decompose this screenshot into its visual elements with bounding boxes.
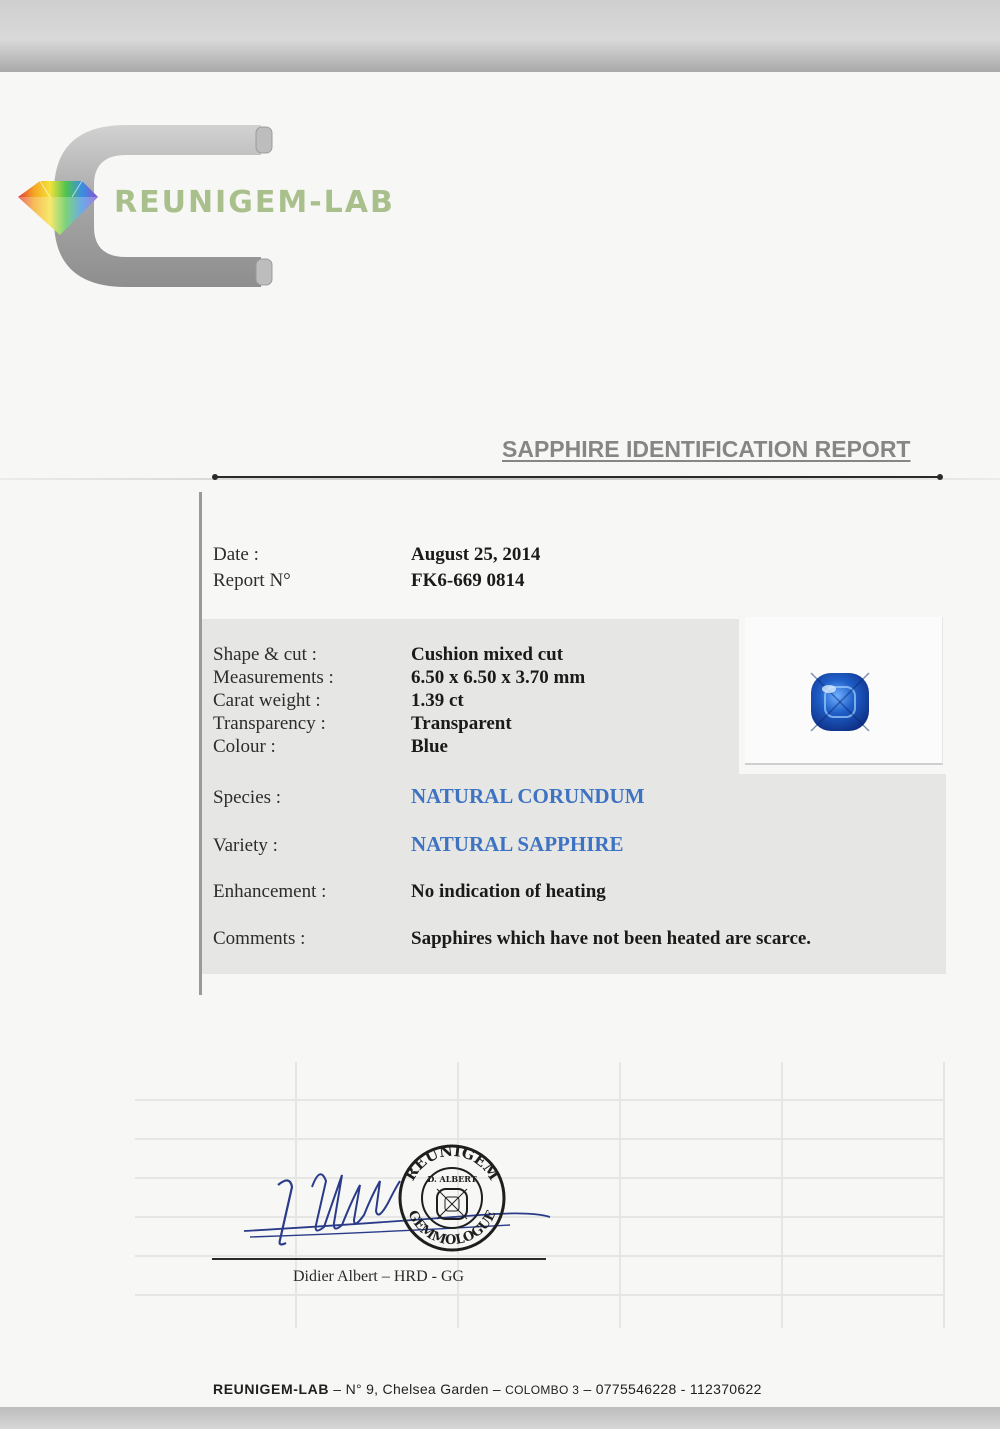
carat-value: 1.39 ct <box>411 690 464 711</box>
colour-label: Colour : <box>213 736 276 757</box>
carat-label: Carat weight : <box>213 690 321 711</box>
species-label: Species : <box>213 787 282 808</box>
gem-photo-frame <box>745 617 943 765</box>
footer-lab-name: REUNIGEM-LAB <box>213 1381 330 1397</box>
report-title: SAPPHIRE IDENTIFICATION REPORT <box>502 436 911 462</box>
svg-text:D. ALBERT: D. ALBERT <box>427 1174 477 1184</box>
gemmologue-seal-stamp <box>396 1142 508 1254</box>
date-value: August 25, 2014 <box>411 544 541 565</box>
rule-end-dot-right <box>937 474 943 480</box>
transparency-label: Transparency : <box>213 713 326 734</box>
title-rule <box>214 476 942 478</box>
shape-value: Cushion mixed cut <box>411 644 564 665</box>
transparency-value: Transparent <box>411 713 512 734</box>
bottom-scan-band <box>0 1407 1000 1429</box>
report-number-value: FK6-669 0814 <box>411 570 525 591</box>
report-number-label: Report N° <box>213 570 291 591</box>
enhancement-value: No indication of heating <box>411 881 606 902</box>
paper-fold-line <box>0 478 1000 480</box>
species-value: NATURAL CORUNDUM <box>411 784 645 808</box>
footer-phones: – 0775546228 - 112370622 <box>583 1381 762 1397</box>
colour-value: Blue <box>411 736 448 757</box>
footer-city: COLOMBO 3 <box>505 1383 580 1397</box>
signature-rule <box>212 1258 546 1260</box>
variety-value: NATURAL SAPPHIRE <box>411 832 624 856</box>
enhancement-label: Enhancement : <box>213 881 327 902</box>
variety-label: Variety : <box>213 835 278 856</box>
rule-end-dot-left <box>212 474 218 480</box>
svg-text:GEMMOLOGUE: GEMMOLOGUE <box>404 1208 500 1249</box>
comments-value: Sapphires which have not been heated are scarce. <box>411 928 812 949</box>
signer-name: Didier Albert – HRD - GG <box>293 1268 465 1285</box>
svg-text:REUNIGEM: REUNIGEM <box>400 1142 504 1184</box>
sapphire-gem-image <box>745 617 942 763</box>
top-scan-band <box>0 0 1000 72</box>
footer-street: – N° 9, Chelsea Garden – <box>333 1381 501 1397</box>
footer-address <box>213 1381 762 1397</box>
shape-label: Shape & cut : <box>213 644 317 665</box>
measurements-label: Measurements : <box>213 667 334 688</box>
comments-label: Comments : <box>213 928 306 949</box>
brand-name: REUNIGEM-LAB <box>114 185 395 220</box>
measurements-value: 6.50 x 6.50 x 3.70 mm <box>411 667 586 688</box>
handwritten-signature <box>230 1145 560 1260</box>
date-label: Date : <box>213 544 259 565</box>
